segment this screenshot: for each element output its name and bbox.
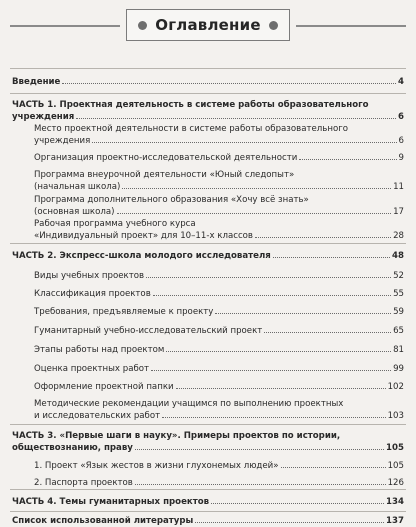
toc-entry-title: Оформление проектной папки (34, 382, 174, 392)
toc-entry-row (34, 410, 404, 422)
toc-page-number: 52 (393, 271, 404, 281)
toc-entry-p1-5[interactable] (34, 219, 404, 241)
toc-entry-intro[interactable] (12, 76, 404, 88)
toc-entry-row (34, 270, 404, 282)
toc-entry-p1-2[interactable] (34, 152, 404, 164)
toc-entry-p2-8[interactable] (34, 399, 404, 421)
page-title: Оглавление (155, 16, 261, 34)
toc-entry-p4[interactable] (12, 496, 404, 508)
toc-entry-title: учреждения (12, 111, 75, 122)
toc-page-number: 99 (393, 364, 404, 374)
toc-entry-row (34, 206, 404, 218)
toc-entry-title: Гуманитарный учебно-исследовательский проект (34, 326, 263, 336)
toc-page-number: 105 (387, 461, 404, 471)
toc-entry-row (34, 152, 404, 164)
toc-page-number: 17 (393, 206, 404, 217)
toc-entry-biblio[interactable] (12, 515, 404, 527)
toc-entry-title: Список использованной литературы (12, 516, 194, 526)
toc-entry-title: учреждения (34, 135, 91, 146)
toc-entry-p2[interactable] (12, 250, 404, 262)
toc-entry-title: 2. Паспорта проектов (34, 478, 133, 488)
section-divider (10, 424, 406, 425)
toc-entry-title: 1. Проект «Язык жестов в жизни глухонемых людей» (34, 461, 279, 471)
leader-dots (146, 270, 391, 278)
section-divider (10, 243, 406, 244)
toc-entry-title-line: Методические рекомендации учащимся по выполнению проектных (34, 399, 344, 409)
toc-page-number: 126 (387, 478, 404, 488)
toc-entry-row (12, 515, 404, 527)
toc-entry-row (34, 344, 404, 356)
toc-entry-row (12, 111, 404, 123)
toc-entry-p2-1[interactable] (34, 270, 404, 282)
toc-page-number: 48 (392, 251, 404, 261)
header-rule-right (296, 25, 406, 27)
toc-page-number: 102 (387, 382, 404, 392)
toc-entry-title: Классификация проектов (34, 289, 151, 299)
toc-entry-p2-3[interactable] (34, 306, 404, 318)
leader-dots (135, 442, 384, 450)
leader-dots (162, 410, 385, 418)
toc-entry-title: (основная школа) (34, 206, 115, 217)
toc-page-number: 81 (393, 345, 404, 355)
toc-page-number: 6 (398, 135, 404, 146)
toc-page-number: 6 (398, 111, 404, 122)
toc-entry-title: Виды учебных проектов (34, 271, 145, 281)
toc-entry-p1[interactable] (12, 100, 404, 122)
section-divider (10, 93, 406, 94)
leader-dots (215, 306, 391, 314)
toc-entry-p1-4[interactable] (34, 195, 404, 217)
leader-dots (211, 496, 384, 504)
toc-entry-title: Этапы работы над проектом (34, 345, 165, 355)
leader-dots (264, 325, 391, 333)
leader-dots (76, 111, 396, 119)
toc-entry-title: и исследовательских работ (34, 410, 161, 421)
toc-page-number: 103 (387, 410, 404, 421)
toc-page-number: 9 (398, 153, 404, 163)
toc-entry-title-line: ЧАСТЬ 1. Проектная деятельность в системе работы образовательного (12, 100, 369, 110)
leader-dots (151, 363, 391, 371)
toc-entry-row (12, 442, 404, 454)
section-divider (10, 489, 406, 490)
toc-entry-p2-7[interactable] (34, 381, 404, 393)
toc-entry-row (34, 306, 404, 318)
toc-page-number: 28 (393, 230, 404, 241)
leader-dots (273, 250, 390, 258)
toc-entry-row (34, 325, 404, 337)
toc-page-number: 4 (398, 77, 404, 87)
toc-entry-title: Организация проектно-исследовательской деятельности (34, 153, 298, 163)
toc-entry-p2-6[interactable] (34, 363, 404, 375)
toc-entry-row (34, 288, 404, 300)
toc-entry-row (12, 76, 404, 88)
toc-entry-p1-1[interactable] (34, 124, 404, 146)
toc-entry-title-line: Программа дополнительного образования «Хочу всё знать» (34, 195, 309, 205)
leader-dots (135, 477, 386, 485)
toc-entry-title: Оценка проектных работ (34, 364, 150, 374)
toc-entry-row (12, 496, 404, 508)
leader-dots (166, 344, 391, 352)
toc-page-number: 105 (386, 442, 404, 453)
leader-dots (117, 206, 392, 214)
toc-entry-row (34, 181, 404, 193)
bullet-right-icon (269, 21, 278, 30)
toc-entry-p2-4[interactable] (34, 325, 404, 337)
toc-entry-title: Введение (12, 77, 61, 87)
toc-entry-row (34, 135, 404, 147)
toc-entry-p3-2[interactable] (34, 477, 404, 489)
toc-entry-row (34, 477, 404, 489)
toc-entry-row (34, 363, 404, 375)
toc-entry-title-line: Место проектной деятельности в системе работы образовательного (34, 124, 348, 134)
leader-dots (62, 76, 396, 84)
toc-entry-row (12, 250, 404, 262)
header-rule-left (10, 25, 120, 27)
toc-entry-title: ЧАСТЬ 4. Темы гуманитарных проектов (12, 497, 210, 507)
section-divider (10, 68, 406, 69)
toc-entry-p2-5[interactable] (34, 344, 404, 356)
section-divider (10, 511, 406, 512)
toc-page-number: 137 (386, 516, 404, 526)
toc-entry-row (34, 460, 404, 472)
toc-page-number: 134 (386, 497, 404, 507)
toc-entry-title-line: ЧАСТЬ 3. «Первые шаги в науку». Примеры проектов по истории, (12, 431, 341, 441)
toc-entry-title: «Индивидуальный проект» для 10–11-х классов (34, 230, 254, 241)
leader-dots (281, 460, 386, 468)
toc-entry-row (34, 230, 404, 242)
leader-dots (122, 181, 391, 189)
toc-entry-row (34, 381, 404, 393)
header-title-box (126, 9, 290, 41)
leader-dots (195, 515, 384, 523)
toc-entry-p1-3[interactable] (34, 170, 404, 192)
leader-dots (299, 152, 396, 160)
leader-dots (255, 230, 391, 238)
toc-page-number: 11 (393, 181, 404, 192)
leader-dots (176, 381, 386, 389)
toc-entry-title: (начальная школа) (34, 181, 121, 192)
toc-entry-title-line: Программа внеурочной деятельности «Юный следопыт» (34, 170, 295, 180)
bullet-left-icon (138, 21, 147, 30)
toc-page-number: 55 (393, 289, 404, 299)
toc-header (0, 9, 416, 43)
toc-entry-title-line: Рабочая программа учебного курса (34, 219, 196, 229)
toc-entry-title: ЧАСТЬ 2. Экспресс-школа молодого исследователя (12, 251, 271, 261)
leader-dots (153, 288, 391, 296)
toc-entry-p3-1[interactable] (34, 460, 404, 472)
toc-page-number: 65 (393, 326, 404, 336)
toc-entry-title: обществознанию, праву (12, 442, 133, 453)
toc-page-number: 59 (393, 307, 404, 317)
toc-entry-p2-2[interactable] (34, 288, 404, 300)
toc-entry-title: Требования, предъявляемые к проекту (34, 307, 214, 317)
toc-entry-p3[interactable] (12, 431, 404, 453)
leader-dots (92, 135, 396, 143)
